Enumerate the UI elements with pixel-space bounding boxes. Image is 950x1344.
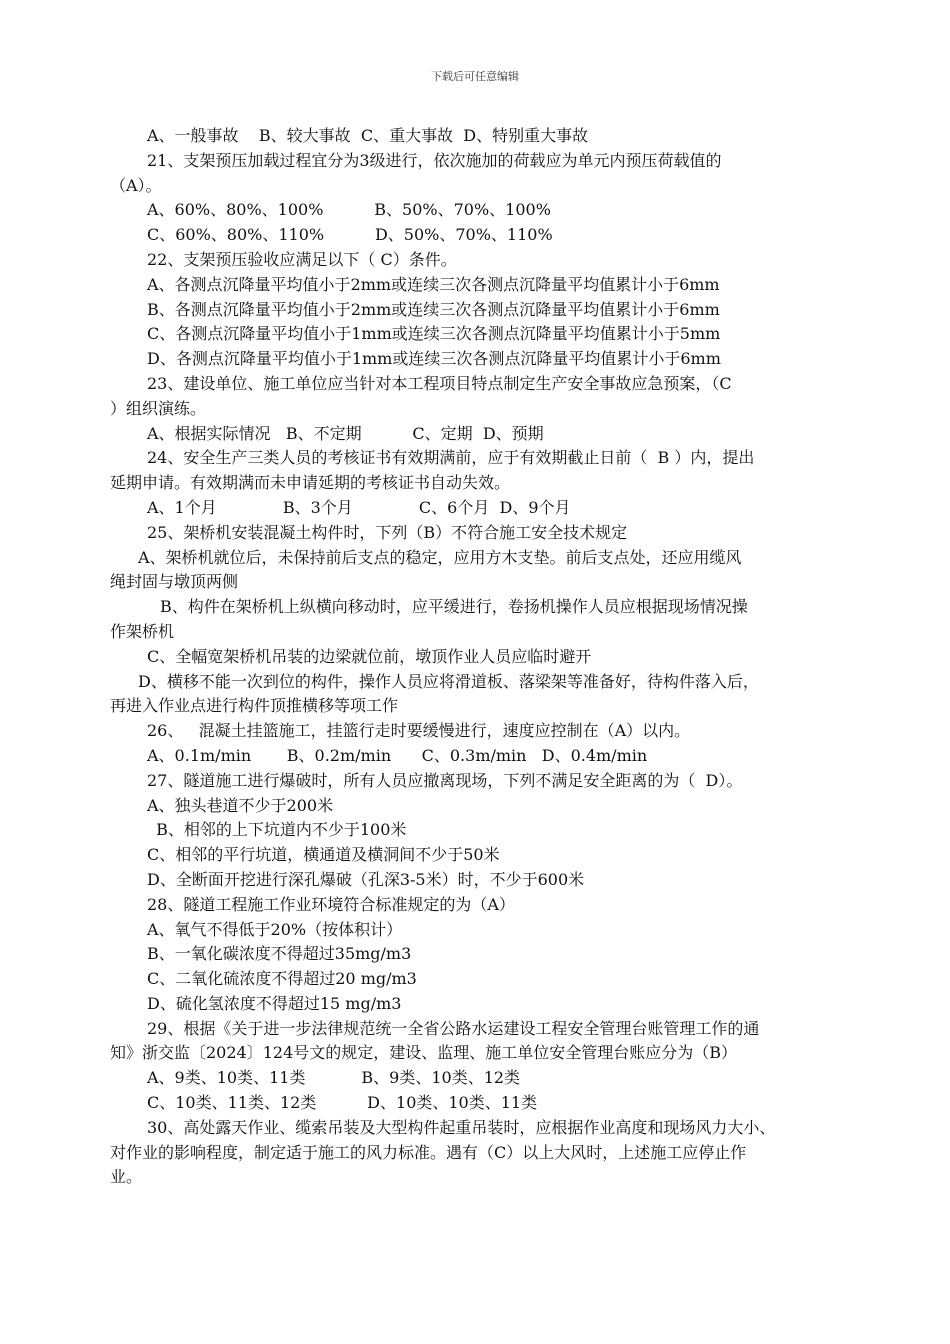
text-line: 业。 — [110, 1167, 143, 1187]
document-body — [110, 124, 900, 1190]
text-line: A、架桥机就位后，未保持前后支点的稳定，应用方木支垫。前后支点处，还应用缆风 — [138, 547, 742, 567]
text-line: 25、架桥机安装混凝土构件时，下列（B）不符合施工安全技术规定 — [147, 522, 628, 542]
text-line: A、根据实际情况 B、不定期 C、定期 D、预期 — [147, 423, 544, 443]
text-line: 22、支架预压验收应满足以下（ C）条件。 — [147, 249, 457, 269]
text-line: C、各测点沉降量平均值小于1mm或连续三次各测点沉降量平均值累计小于5mm — [147, 324, 721, 344]
text-line: （A）。 — [110, 175, 162, 195]
text-line: D、全断面开挖进行深孔爆破（孔深3-5米）时，不少于600米 — [147, 869, 585, 889]
text-line: B、相邻的上下坑道内不少于100米 — [151, 820, 407, 840]
text-line: A、独头巷道不少于200米 — [147, 795, 334, 815]
text-line: A、60%、80%、100% B、50%、70%、100% — [147, 200, 551, 220]
text-line: 27、隧道施工进行爆破时，所有人员应撤离现场，下列不满足安全距离的为（ D）。 — [147, 770, 743, 790]
text-line: 对作业的影响程度，制定适于施工的风力标准。遇有（C）以上大风时，上述施工应停止作 — [110, 1142, 747, 1162]
text-line: 21、支架预压加载过程宜分为3级进行，依次施加的荷载应为单元内预压荷载值的 — [147, 150, 722, 170]
text-line: ）组织演练。 — [110, 398, 207, 418]
text-line: A、9类、10类、11类 B、9类、10类、12类 — [147, 1068, 521, 1088]
text-line: B、构件在架桥机上纵横向移动时，应平缓进行，卷扬机操作人员应根据现场情况操 — [160, 597, 748, 617]
text-line: B、一氧化碳浓度不得超过35mg/m3 — [147, 944, 412, 964]
text-line: C、二氧化硫浓度不得超过20 mg/m3 — [147, 969, 417, 989]
text-line: A、氧气不得低于20%（按体积计） — [147, 919, 403, 939]
text-line: 延期申请。有效期满而未申请延期的考核证书自动失效。 — [110, 473, 511, 493]
text-line: A、各测点沉降量平均值小于2mm或连续三次各测点沉降量平均值累计小于6mm — [147, 274, 720, 294]
text-line: 再进入作业点进行构件顶推横移等项工作 — [110, 696, 399, 716]
text-line: 29、根据《关于进一步法律规范统一全省公路水运建设工程安全管理台账管理工作的通 — [147, 1018, 760, 1038]
text-line: 30、高处露天作业、缆索吊装及大型构件起重吊装时，应根据作业高度和现场风力大小、 — [147, 1117, 776, 1137]
text-line: A、0.1m/min B、0.2m/min C、0.3m/min D、0.4m/min — [147, 745, 648, 765]
text-line: D、各测点沉降量平均值小于1mm或连续三次各测点沉降量平均值累计小于6mm — [147, 349, 721, 369]
text-line: 绳封固与墩顶两侧 — [110, 572, 239, 592]
text-line: B、各测点沉降量平均值小于2mm或连续三次各测点沉降量平均值累计小于6mm — [147, 299, 720, 319]
text-line: D、硫化氢浓度不得超过15 mg/m3 — [147, 993, 402, 1013]
text-line: C、全幅宽架桥机吊装的边梁就位前，墩顶作业人员应临时避开 — [147, 646, 592, 666]
text-line: 知》浙交监〔2024〕124号文的规定，建设、监理、施工单位安全管理台账应分为（B） — [110, 1043, 738, 1063]
text-line: 28、隧道工程施工作业环境符合标准规定的为（A） — [147, 894, 515, 914]
text-line: C、10类、11类、12类 D、10类、10类、11类 — [147, 1093, 538, 1113]
text-line: 24、安全生产三类人员的考核证书有效期满前，应于有效期截止日前（ B ）内，提出 — [147, 448, 755, 468]
text-line: A、1个月 B、3个月 C、6个月 D、9个月 — [147, 497, 571, 517]
text-line: A、一般事故 B、较大事故 C、重大事故 D、特别重大事故 — [147, 126, 589, 145]
text-line: 26、 混凝土挂篮施工，挂篮行走时要缓慢进行，速度应控制在（A）以内。 — [147, 721, 691, 741]
text-line: D、横移不能一次到位的构件，操作人员应将滑道板、落梁架等准备好，待构件落入后， — [138, 671, 759, 691]
text-line: 作架桥机 — [110, 621, 175, 641]
text-line: C、60%、80%、110% D、50%、70%、110% — [147, 225, 553, 245]
text-line: 23、建设单位、施工单位应当针对本工程项目特点制定生产安全事故应急预案，（C — [147, 373, 732, 393]
text-line: C、相邻的平行坑道，横通道及横洞间不少于50米 — [147, 845, 500, 865]
page-header: 下载后可任意编辑 — [431, 70, 519, 83]
